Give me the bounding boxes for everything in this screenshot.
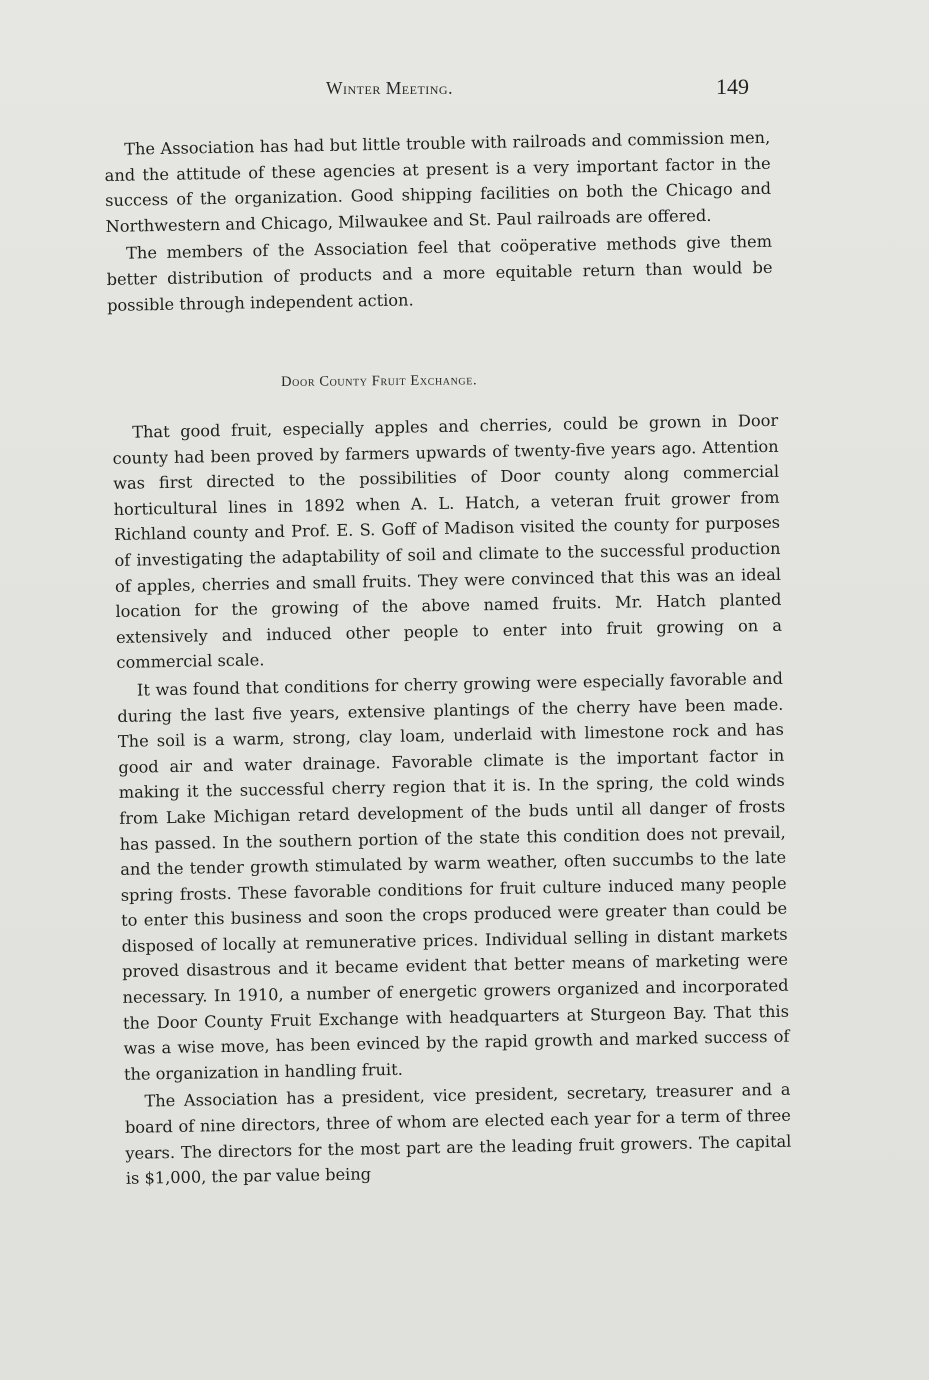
running-head: Winter Meeting. [326,78,453,98]
paragraph: It was found that conditions for cherry growing were especially favorable and during the last five years, extensive plantings of the cherry have been made. The soil is a warm, strong, clay loam, underlaid with limestone rock and has good air and water drainage. Favorable climate is the important factor in making it the successful cherry region that it is. In the spring, the cold winds from Lake Michigan retard development of the buds until all danger of frosts has passed. In the southern portion of the state this condition does not prevail, and the tender growth stimulated by warm weather, often succumbs to the late spring frosts. These favorable conditions for fruit culture induced many people to enter this business and soon the crops produced were greater than could be disposed of locally at remunerative prices. Individual selling in distant markets proved disastrous and it became evident that better means of marketing were necessary. In 1910, a number of energetic growers organized and incorporated the Door County Fruit Exchange with headquarters at Sturgeon Bay. That this was a wise move, has been evinced by the rapid growth and marked success of the organization in handling fruit. [117,668,790,1084]
paragraph: The Association has had but little trouble with railroads and commission men, and the attitude of these agencies at present is a very important factor in the success of the organization. Good shipping facilities on both the Chicago and Northwestern and Chicago, Milwaukee and St. Paul railroads are offered. [104,127,772,236]
section-title: Door County Fruit Exchange. [281,372,478,390]
paragraph: The Association has a president, vice president, secretary, treasurer and a board of nine directors, three of whom are elected each year for a term of three years. The directors for the most part are the leading fruit growers. The capital is $1,000, the par value being [124,1080,792,1189]
paragraph: The members of the Association feel that coöperative methods give them better distribution of products and a more equitable return than would be possible through independent action. [106,232,773,315]
door-county-text-block [112,408,792,1194]
page-number: 149 [716,74,749,99]
paragraph: That good fruit, especially apples and cherries, could be grown in Door county had been proved by farmers upwards of twenty-five years ago. Attention was first directed to the possibilities of Door county along commercial horticultural lines in 1892 when A. L. Hatch, a veteran fruit grower from Richland county and Prof. E. S. Goff of Madison visited the county for purposes of investigating the adaptability of soil and climate to the successful production of apples, cherries and small fruits. They were convinced that this was an ideal location for the growing of the above named fruits. Mr. Hatch planted extensively and induced other people to enter into fruit growing on a commercial scale. [112,410,783,673]
intro-text-block [104,125,773,320]
